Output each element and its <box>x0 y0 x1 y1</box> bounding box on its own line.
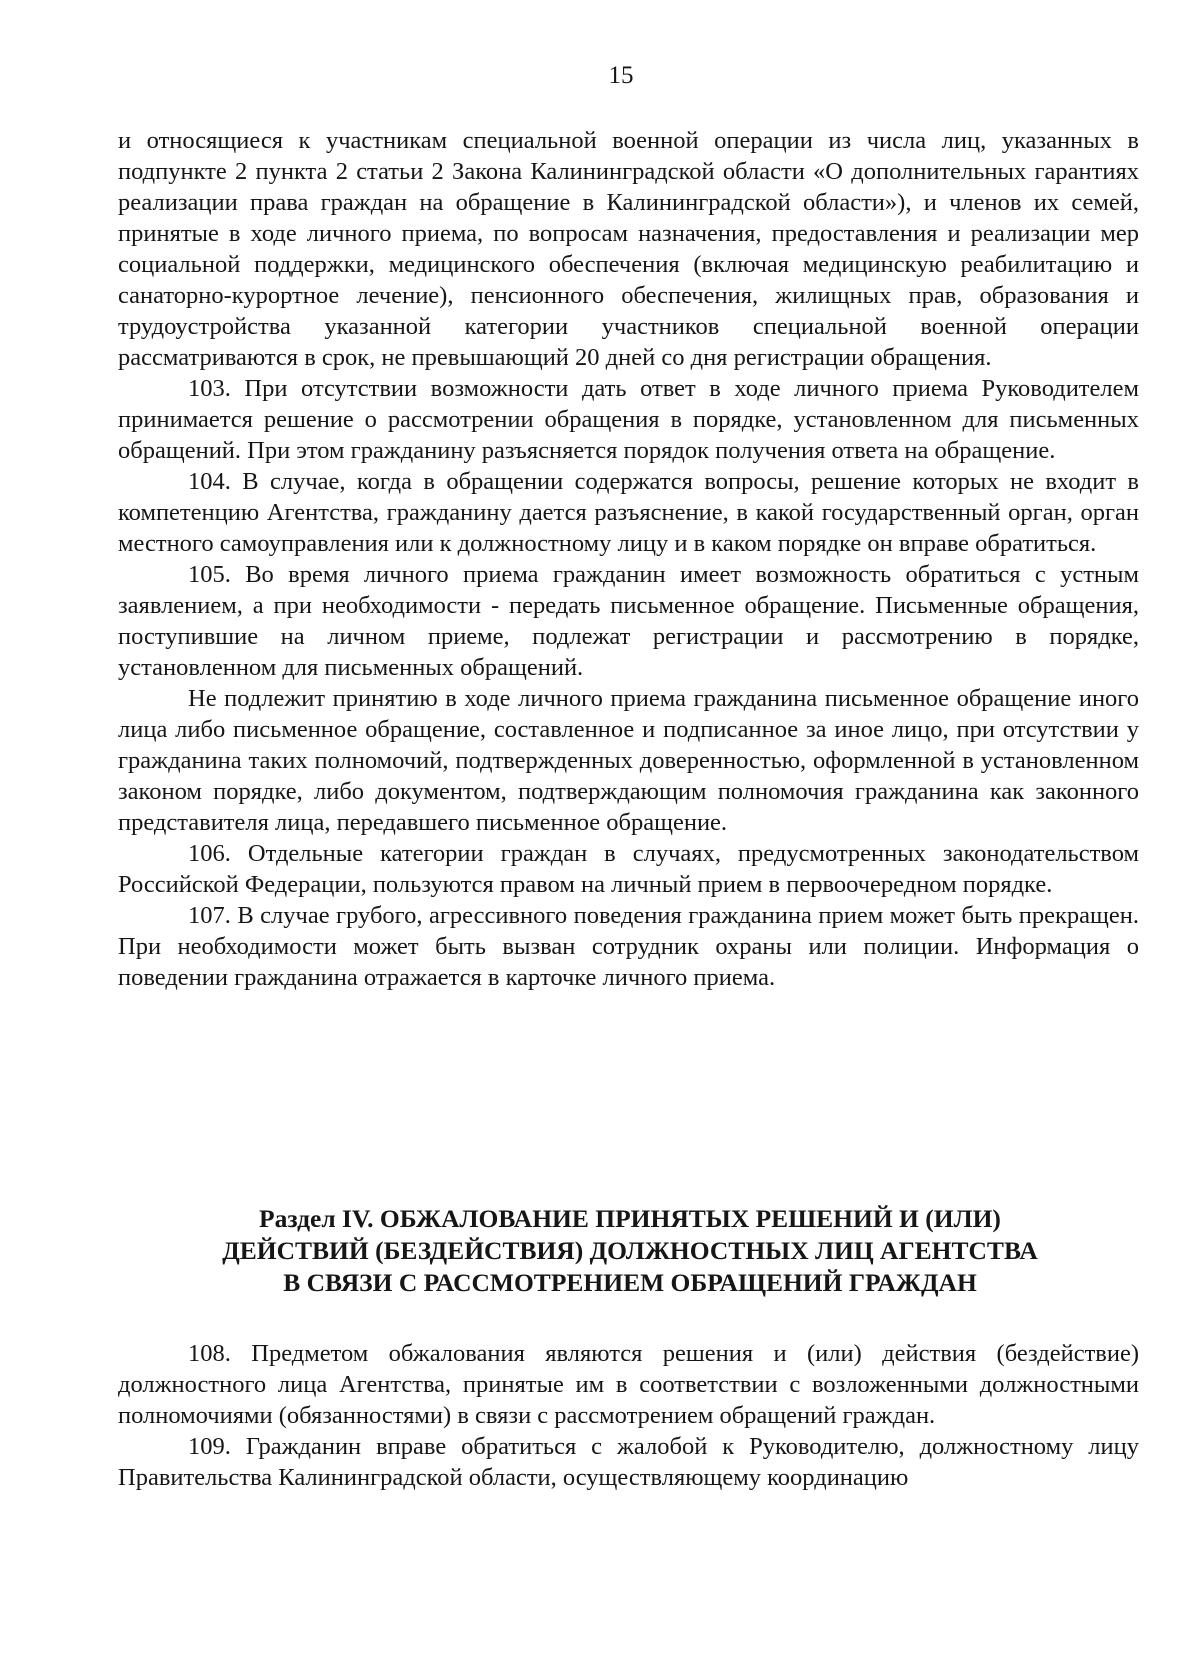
page-number: 15 <box>608 62 634 89</box>
body-text <box>118 125 1139 993</box>
section-heading-line-1: Раздел IV. ОБЖАЛОВАНИЕ ПРИНЯТЫХ РЕШЕНИЙ И (ИЛИ) <box>259 1204 1001 1233</box>
body-text-after-heading <box>118 1338 1139 1493</box>
paragraph-105-note: Не подлежит принятию в ходе личного приема гражданина письменное обращение иного лица либо письменное обращение, составленное и подписанное за иное лицо, при отсутствии у гражданина таких полномочий, подтвержденных доверенностью, оформленной в установленном законом порядке, либо документом, подтверждающим полномочия гражданина как законного представителя лица, передавшего письменное обращение. <box>118 685 1139 836</box>
paragraph-108: 108. Предметом обжалования являются решения и (или) действия (бездействие) должностного лица Агентства, принятые им в соответствии с возложенными должностными полномочиями (обязанностями) в связи с рассмотрением обращений граждан. <box>118 1340 1139 1429</box>
paragraph-107: 107. В случае грубого, агрессивного поведения гражданина прием может быть прекращен. При необходимости может быть вызван сотрудник охраны или полиции. Информация о поведении гражданина отражается в карточке личного приема. <box>118 902 1139 991</box>
paragraph-103: 103. При отсутствии возможности дать ответ в ходе личного приема Руководителем принимается решение о рассмотрении обращения в порядке, установленном для письменных обращений. При этом гражданину разъясняется порядок получения ответа на обращение. <box>118 375 1139 464</box>
paragraph-continuation: и относящиеся к участникам специальной военной операции из числа лиц, указанных в подпункте 2 пункта 2 статьи 2 Закона Калининградской области «О дополнительных гарантиях реализации права граждан на обращение в Калининградской области»), и членов их семей, принятые в ходе личного приема, по вопросам назначения, предоставления и реализации мер социальной поддержки, медицинского обеспечения (включая медицинскую реабилитацию и санаторно-курортное лечение), пенсионного обеспечения, жилищных прав, образования и трудоустройства указанной категории участников специальной военной операции рассматриваются в срок, не превышающий 20 дней со дня регистрации обращения. <box>118 127 1139 371</box>
paragraph-109: 109. Гражданин вправе обратиться с жалобой к Руководителю, должностному лицу Правительства Калининградской области, осуществляющему координацию <box>118 1433 1139 1491</box>
paragraph-105: 105. Во время личного приема гражданин имеет возможность обратиться с устным заявлением, а при необходимости - передать письменное обращение. Письменные обращения, поступившие на личном приеме, подлежат регистрации и рассмотрению в порядке, установленном для письменных обращений. <box>118 561 1139 681</box>
section-heading-line-3: В СВЯЗИ С РАССМОТРЕНИЕМ ОБРАЩЕНИЙ ГРАЖДАН <box>283 1268 977 1297</box>
section-heading-line-2: ДЕЙСТВИЙ (БЕЗДЕЙСТВИЯ) ДОЛЖНОСТНЫХ ЛИЦ АГЕНТСТВА <box>222 1236 1038 1265</box>
paragraph-104: 104. В случае, когда в обращении содержатся вопросы, решение которых не входит в компетенцию Агентства, гражданину дается разъяснение, в какой государственный орган, орган местного самоуправления или к должностному лицу и в каком порядке он вправе обратиться. <box>118 468 1139 557</box>
paragraph-106: 106. Отдельные категории граждан в случаях, предусмотренных законодательством Российской Федерации, пользуются правом на личный прием в первоочередном порядке. <box>118 840 1139 898</box>
section-heading <box>130 1203 1130 1299</box>
